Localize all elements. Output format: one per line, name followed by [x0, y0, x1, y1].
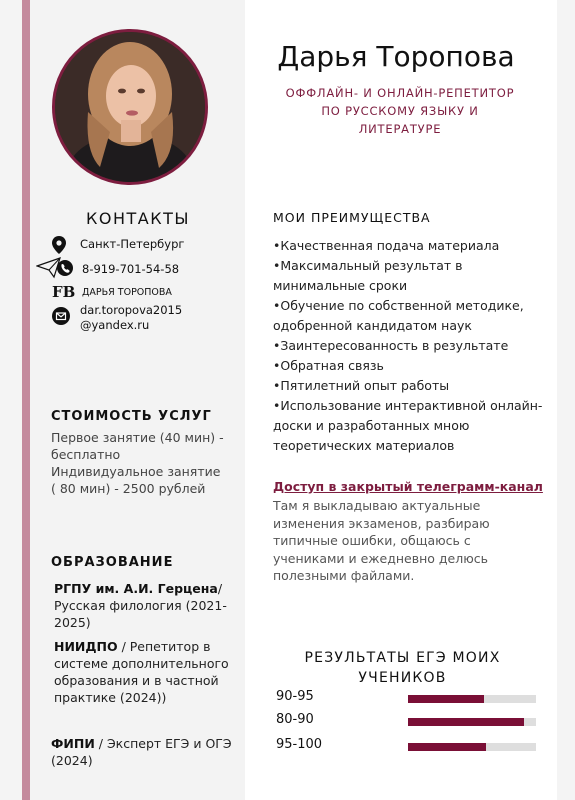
result-row: [276, 689, 538, 709]
pricing-heading: СТОИМОСТЬ УСЛУГ: [51, 409, 212, 424]
contact-email[interactable]: [52, 303, 182, 333]
contact-phone[interactable]: [36, 258, 179, 278]
portrait-illustration: [55, 32, 205, 182]
education-heading: ОБРАЗОВАНИЕ: [51, 555, 174, 570]
education-item-3: [51, 735, 236, 769]
result-bar-track: [408, 743, 536, 751]
result-bar-fill: [408, 718, 524, 726]
pricing-line-4: ( 80 мин) - 2500 рублей: [51, 481, 206, 496]
contact-social[interactable]: [52, 282, 172, 302]
result-bar-track: [408, 718, 536, 726]
education-item-1: [54, 580, 239, 631]
pricing-line-1: Первое занятие (40 мин) -: [51, 430, 224, 445]
pricing-line-2: бесплатно: [51, 447, 121, 462]
social-logo-icon: FB: [52, 283, 76, 301]
result-label: 80-90: [276, 712, 314, 727]
advantage-item: •Обратная связь: [273, 358, 384, 373]
result-row: [276, 712, 538, 732]
location-pin-icon: [52, 235, 74, 255]
advantage-item: •Использование интерактивной онлайн-доски и разработанных мною теоретических материалов: [273, 398, 543, 453]
education-detail: / Русская филология (2021-2025): [54, 581, 227, 630]
advantage-item: •Пятилетний опыт работы: [273, 378, 450, 393]
email-icon: [52, 303, 74, 326]
right-edge: [557, 0, 575, 800]
phone-telegram-icon: [36, 258, 76, 278]
telegram-description: Там я выкладываю актуальные изменения экзаменов, разбираю типичные ошибки, общаюсь с учениками и ежедневно делюсь полезными файлами.: [273, 498, 490, 583]
education-org: ФИПИ: [51, 736, 95, 751]
email-text: [80, 303, 182, 333]
result-row: [276, 737, 538, 757]
result-bar-fill: [408, 695, 484, 703]
advantage-item: •Максимальный результат в минимальные сроки: [273, 258, 463, 293]
email-line-2: @yandex.ru: [80, 318, 150, 332]
email-line-1: dar.toropova2015: [80, 303, 183, 317]
advantage-item: •Заинтересованность в результате: [273, 338, 509, 353]
education-org: НИИДПО: [54, 639, 118, 654]
job-subtitle: ОФФЛАЙН- И ОНЛАЙН-РЕПЕТИТОР ПО РУССКОМУ ЯЗЫКУ И ЛИТЕРАТУРЕ: [285, 86, 515, 136]
pricing-text: [51, 429, 224, 497]
advantage-item: •Качественная подача материала: [273, 238, 500, 253]
education-detail: / Репетитор в системе дополнительного образования и в частной практике (2024)): [54, 639, 229, 705]
contact-city: [52, 235, 184, 255]
contacts-heading: КОНТАКТЫ: [86, 209, 190, 228]
city-text: Санкт-Петербург: [80, 237, 185, 251]
advantages-heading: МОИ ПРЕИМУЩЕСТВА: [273, 210, 431, 225]
result-label: 90-95: [276, 689, 314, 704]
social-handle: ДАРЬЯ ТОРОПОВА: [82, 287, 172, 298]
education-detail: / Эксперт ЕГЭ и ОГЭ (2024): [51, 736, 232, 768]
avatar: [52, 29, 208, 185]
result-bar-track: [408, 695, 536, 703]
telegram-channel-link[interactable]: Доступ в закрытый телеграмм-канал: [273, 479, 543, 494]
decorative-side-band: [0, 0, 30, 800]
page-title: Дарья Торопова: [277, 40, 515, 73]
results-heading: РЕЗУЛЬТАТЫ ЕГЭ МОИХ УЧЕНИКОВ: [304, 650, 501, 686]
advantages-list: [273, 236, 553, 456]
pricing-line-3: Индивидуальное занятие: [51, 464, 221, 479]
advantage-item: •Обучение по собственной методике, одобренной кандидатом наук: [273, 298, 524, 333]
education-org: РГПУ им. А.И. Герцена: [54, 581, 218, 596]
phone-text: 8-919-701-54-58: [82, 262, 180, 276]
result-label: 95-100: [276, 737, 323, 752]
result-bar-fill: [408, 743, 486, 751]
education-item-2: [54, 638, 239, 706]
